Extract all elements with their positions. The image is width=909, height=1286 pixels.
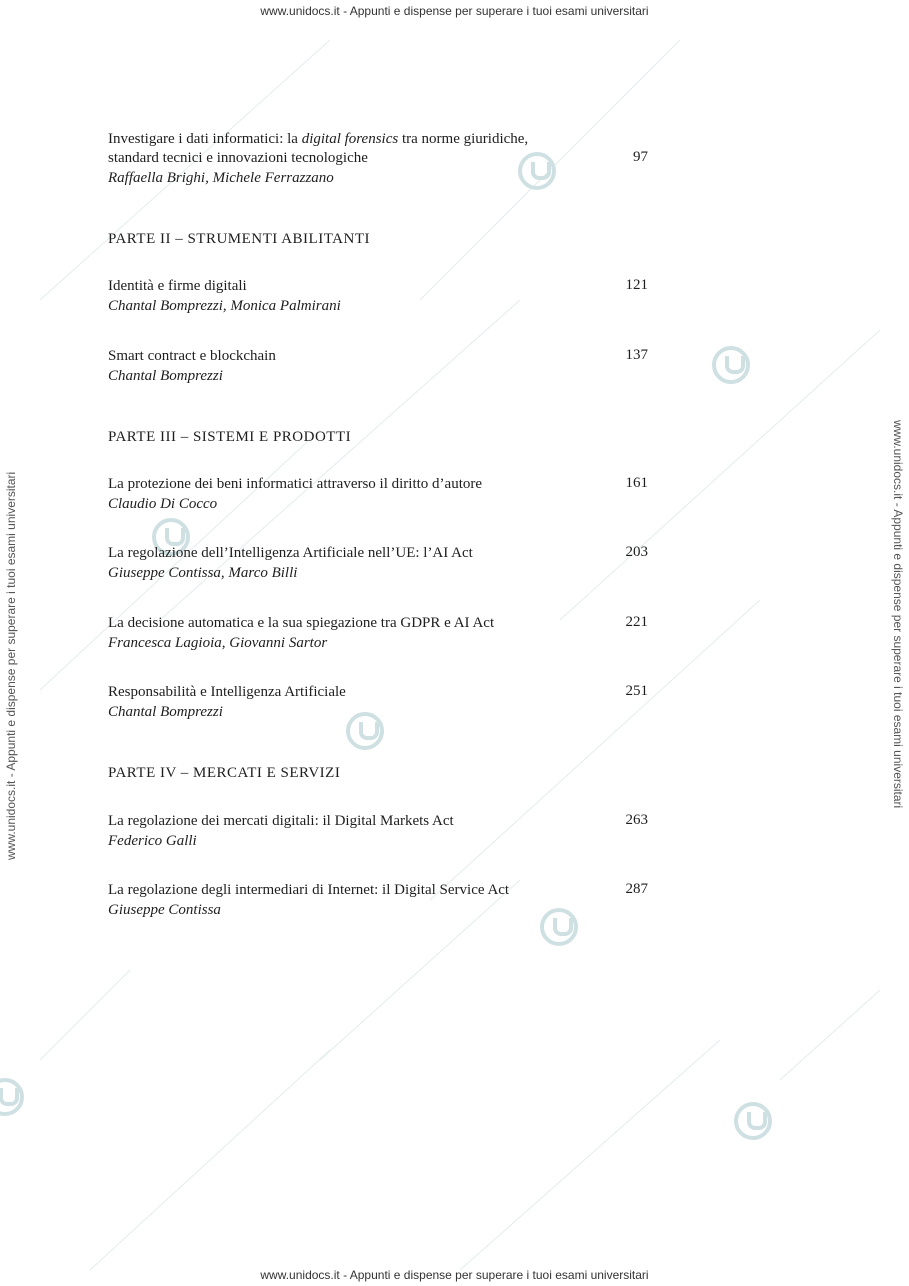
watermark-top-banner[interactable]: www.unidocs.it - Appunti e dispense per superare i tuoi esami universitari	[260, 4, 649, 18]
watermark-bottom-banner[interactable]: www.unidocs.it - Appunti e dispense per superare i tuoi esami universitari	[260, 1268, 649, 1282]
toc-entry-authors: Chantal Bomprezzi	[108, 704, 223, 720]
toc-entry-page: 137	[625, 347, 648, 363]
toc-entry-page: 251	[625, 683, 648, 699]
toc-entry-authors: Giuseppe Contissa, Marco Billi	[108, 565, 298, 581]
toc-entry-authors: Francesca Lagioia, Giovanni Sartor	[108, 635, 328, 651]
toc-entry-title: Smart contract e blockchain	[108, 348, 276, 364]
toc-entry-page: 263	[625, 812, 648, 828]
toc-entry-authors: Giuseppe Contissa	[108, 902, 221, 918]
watermark-right-side: www.unidocs.it - Appunti e dispense per superare i tuoi esami universitari	[891, 420, 905, 809]
toc-entry-authors: Chantal Bomprezzi, Monica Palmirani	[108, 298, 341, 314]
toc-entry-title: La protezione dei beni informatici attraverso il diritto d’autore	[108, 476, 483, 492]
toc-entry-authors: Chantal Bomprezzi	[108, 368, 223, 384]
toc-entry-title: La regolazione dei mercati digitali: il Digital Markets Act	[108, 813, 454, 829]
toc-entry	[108, 544, 648, 584]
toc-entry-title: La decisione automatica e la sua spiegazione tra GDPR e AI Act	[108, 615, 495, 631]
section-heading-parte-iv: PARTE IV – MERCATI E SERVIZI	[108, 765, 341, 781]
toc-entry-page: 287	[625, 881, 648, 897]
watermark-logo-icon	[712, 346, 750, 384]
toc-entry	[108, 277, 648, 317]
toc-entry-authors: Claudio Di Cocco	[108, 496, 218, 512]
toc-entry-page: 161	[625, 475, 648, 491]
toc-entry-title: Investigare i dati informatici: la digital forensics tra norme giuridiche, standard tecnici e innovazioni tecnologiche	[108, 131, 529, 166]
toc-entry	[108, 812, 648, 852]
toc-entry	[108, 614, 648, 654]
section-heading-parte-ii: PARTE II – STRUMENTI ABILITANTI	[108, 231, 370, 247]
toc-entry-authors: Federico Galli	[108, 833, 197, 849]
toc-entry-title: Identità e firme digitali	[108, 278, 247, 294]
toc-entry	[108, 881, 648, 921]
toc-entry-page: 121	[625, 277, 648, 293]
toc-entry-title: La regolazione dell’Intelligenza Artificiale nell’UE: l’AI Act	[108, 545, 473, 561]
toc-entry-title: La regolazione degli intermediari di Internet: il Digital Service Act	[108, 882, 510, 898]
toc-entry	[108, 475, 648, 515]
toc-entry	[108, 130, 648, 189]
toc-entry-authors: Raffaella Brighi, Michele Ferrazzano	[108, 170, 334, 186]
toc-entry-page: 97	[633, 149, 648, 165]
toc-entry-page: 203	[625, 544, 648, 560]
watermark-logo-icon	[734, 1102, 772, 1140]
toc-entry	[108, 683, 648, 723]
section-heading-parte-iii: PARTE III – SISTEMI E PRODOTTI	[108, 429, 352, 445]
watermark-left-side: www.unidocs.it - Appunti e dispense per superare i tuoi esami universitari	[4, 471, 18, 860]
toc-entry-title: Responsabilità e Intelligenza Artificiale	[108, 684, 346, 700]
toc-entry-page: 221	[625, 614, 648, 630]
toc-entry	[108, 347, 648, 387]
